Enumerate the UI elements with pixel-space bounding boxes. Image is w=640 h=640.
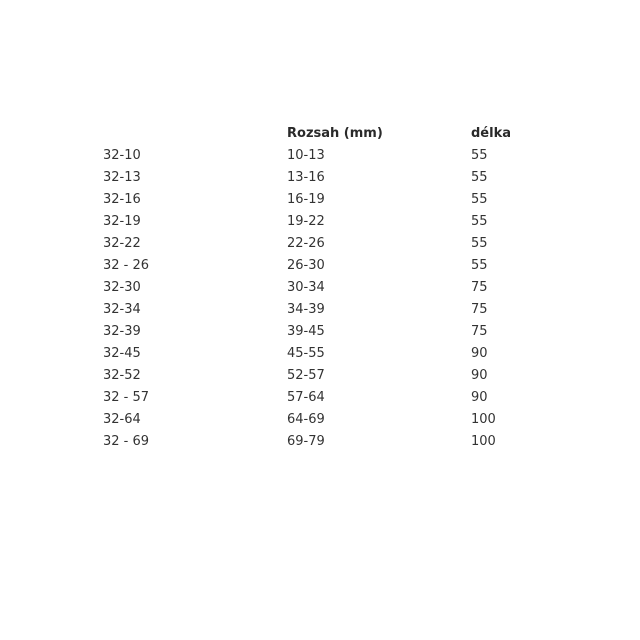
cell-range: 39-45 — [287, 324, 325, 339]
cell-code: 32-39 — [103, 324, 141, 339]
cell-length: 90 — [471, 346, 488, 361]
table-row — [103, 211, 563, 233]
cell-range: 26-30 — [287, 258, 325, 273]
table-row — [103, 233, 563, 255]
header-code — [103, 123, 287, 145]
cell-code: 32-64 — [103, 412, 141, 427]
table-row — [103, 321, 563, 343]
cell-length: 75 — [471, 302, 488, 317]
cell-range: 64-69 — [287, 412, 325, 427]
cell-range: 52-57 — [287, 368, 325, 383]
cell-length: 55 — [471, 258, 488, 273]
cell-range: 16-19 — [287, 192, 325, 207]
cell-length: 90 — [471, 368, 488, 383]
cell-code: 32-30 — [103, 280, 141, 295]
cell-code: 32-13 — [103, 170, 141, 185]
cell-length: 55 — [471, 214, 488, 229]
cell-code: 32-52 — [103, 368, 141, 383]
table-header-row — [103, 123, 563, 145]
cell-code: 32 - 57 — [103, 390, 150, 405]
cell-code: 32-10 — [103, 148, 141, 163]
table-row — [103, 431, 563, 453]
cell-range: 10-13 — [287, 148, 325, 163]
cell-length: 100 — [471, 434, 496, 449]
table-row — [103, 387, 563, 409]
cell-range: 13-16 — [287, 170, 325, 185]
cell-range: 30-34 — [287, 280, 325, 295]
cell-range: 57-64 — [287, 390, 325, 405]
table-row — [103, 189, 563, 211]
cell-range: 69-79 — [287, 434, 325, 449]
table-row — [103, 167, 563, 189]
cell-length: 55 — [471, 236, 488, 251]
table-row — [103, 277, 563, 299]
cell-code: 32-16 — [103, 192, 141, 207]
size-table — [103, 123, 563, 453]
table-row — [103, 409, 563, 431]
table-row — [103, 343, 563, 365]
cell-code: 32 - 26 — [103, 258, 150, 273]
header-range: Rozsah (mm) — [287, 126, 383, 141]
cell-code: 32-34 — [103, 302, 141, 317]
cell-code: 32-19 — [103, 214, 141, 229]
cell-length: 55 — [471, 148, 488, 163]
table-row — [103, 365, 563, 387]
cell-range: 22-26 — [287, 236, 325, 251]
cell-code: 32-22 — [103, 236, 141, 251]
header-length: délka — [471, 126, 511, 141]
cell-range: 45-55 — [287, 346, 325, 361]
cell-length: 75 — [471, 280, 488, 295]
table-row — [103, 145, 563, 167]
cell-code: 32 - 69 — [103, 434, 150, 449]
cell-range: 19-22 — [287, 214, 325, 229]
table-row — [103, 299, 563, 321]
cell-length: 55 — [471, 170, 488, 185]
cell-length: 55 — [471, 192, 488, 207]
cell-length: 75 — [471, 324, 488, 339]
cell-code: 32-45 — [103, 346, 141, 361]
table-row — [103, 255, 563, 277]
cell-range: 34-39 — [287, 302, 325, 317]
cell-length: 100 — [471, 412, 496, 427]
cell-length: 90 — [471, 390, 488, 405]
